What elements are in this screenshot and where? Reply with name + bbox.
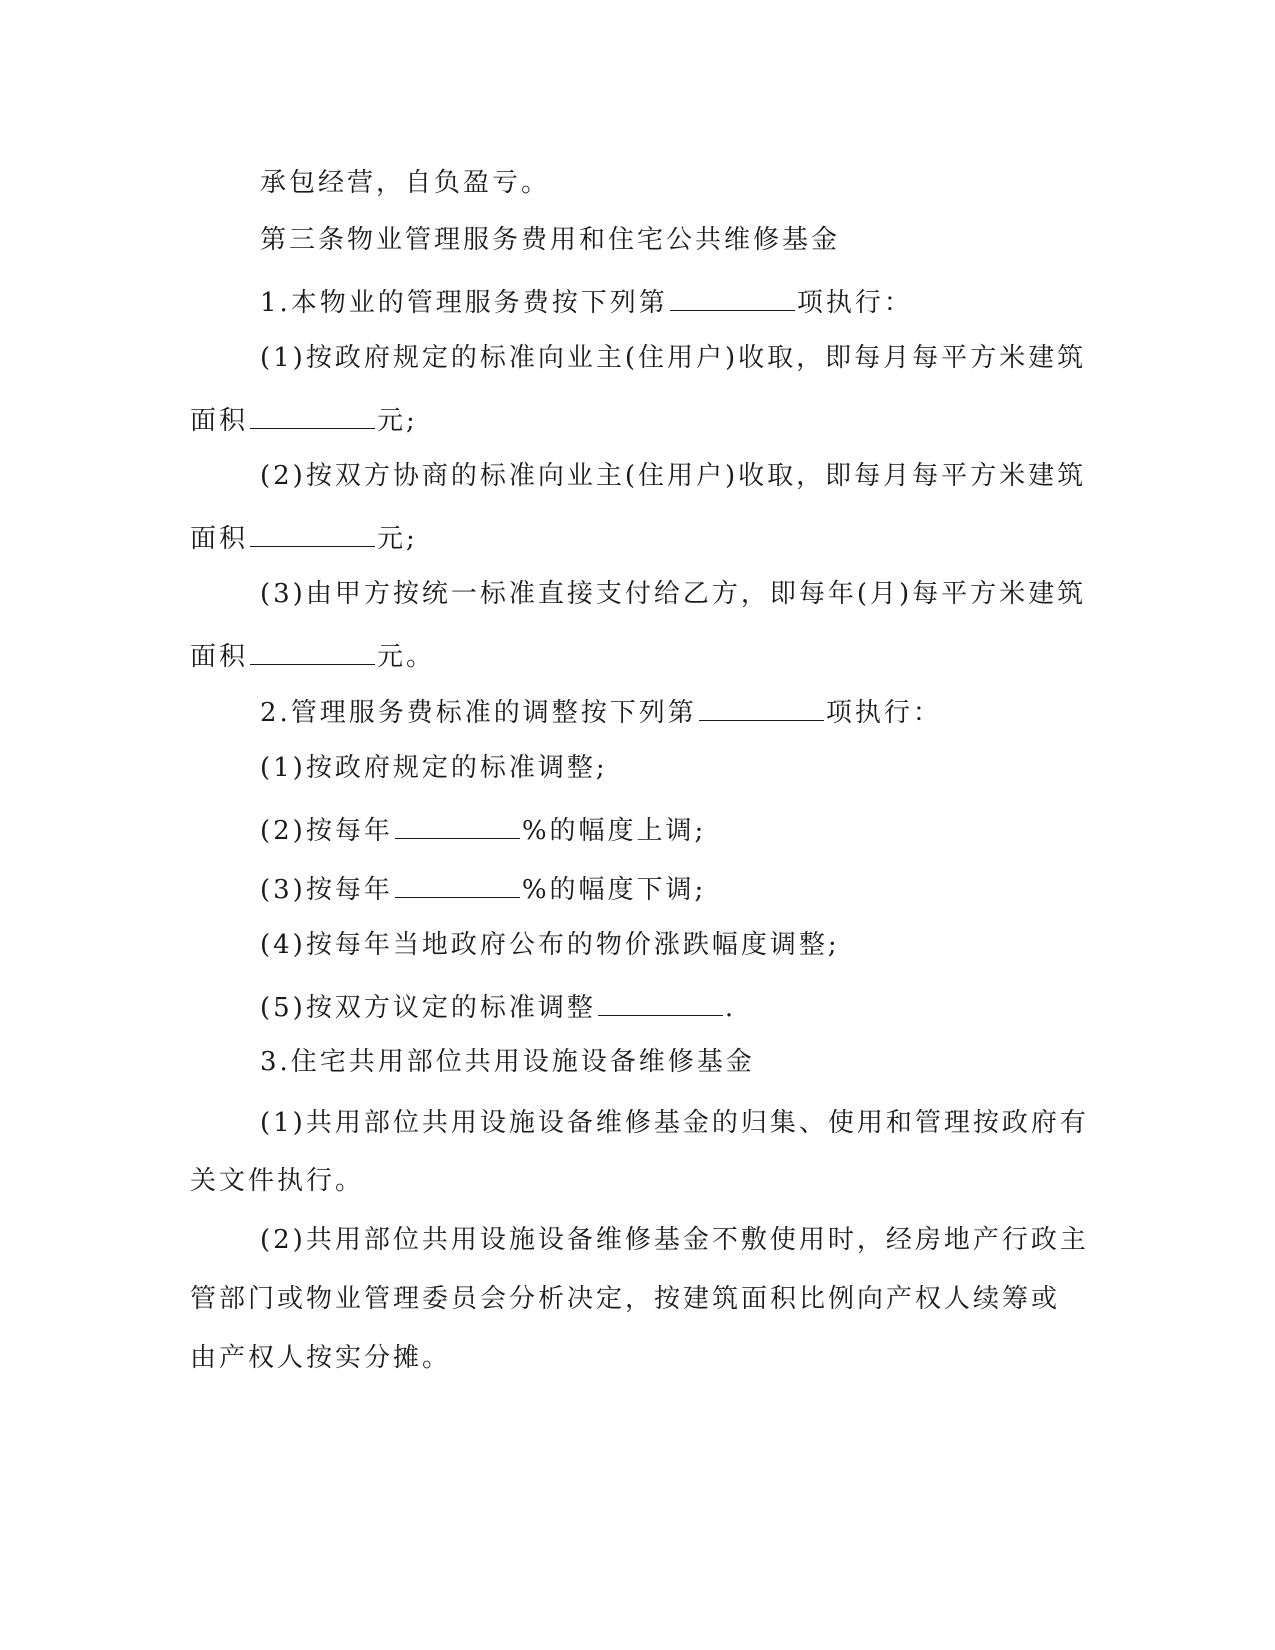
fill-in-blank[interactable]: [598, 987, 723, 1016]
paragraph-line: 管部门或物业管理委员会分析决定，按建筑面积比例向产权人续筹或: [190, 1284, 1061, 1314]
paragraph-line: (1)共用部位共用设施设备维修基金的归集、使用和管理按政府有: [260, 1108, 1089, 1138]
paragraph-line: (5)按双方议定的标准调整 .: [260, 987, 1090, 1025]
paragraph-line: 承包经营，自负盈亏。: [260, 168, 551, 198]
paragraph-line: 由产权人按实分摊。: [190, 1343, 452, 1373]
paragraph-line: 面积 元;: [190, 400, 1090, 438]
paragraph-line: (3)由甲方按统一标准直接支付给乙方，即每年(月)每平方米建筑: [260, 579, 1087, 609]
paragraph-line: (1)按政府规定的标准向业主(住用户)收取，即每月每平方米建筑: [260, 343, 1087, 373]
paragraph-line: 面积 元。: [190, 636, 1090, 674]
fill-in-blank[interactable]: [250, 518, 375, 547]
paragraph-line: (4)按每年当地政府公布的物价涨跌幅度调整;: [260, 930, 840, 960]
paragraph-line: (1)按政府规定的标准调整;: [260, 753, 608, 783]
fill-in-blank[interactable]: [250, 400, 375, 429]
fill-in-blank[interactable]: [395, 810, 520, 839]
paragraph-line: 1.本物业的管理服务费按下列第 项执行：: [260, 282, 1090, 320]
paragraph-line: 2.管理服务费标准的调整按下列第 项执行：: [260, 692, 1090, 730]
section-heading: 3.住宅共用部位共用设施设备维修基金: [260, 1047, 755, 1077]
paragraph-line: 面积 元;: [190, 518, 1090, 556]
fill-in-blank[interactable]: [395, 869, 520, 898]
paragraph-line: 关文件执行。: [190, 1166, 365, 1196]
paragraph-line: (2)按双方协商的标准向业主(住用户)收取，即每月每平方米建筑: [260, 461, 1087, 491]
fill-in-blank[interactable]: [250, 636, 375, 665]
paragraph-line: (2)共用部位共用设施设备维修基金不敷使用时，经房地产行政主: [260, 1225, 1089, 1255]
paragraph-line: (3)按每年 %的幅度下调;: [260, 869, 1090, 907]
section-heading: 第三条物业管理服务费用和住宅公共维修基金: [260, 225, 841, 255]
fill-in-blank[interactable]: [670, 282, 795, 311]
fill-in-blank[interactable]: [699, 692, 824, 721]
paragraph-line: (2)按每年 %的幅度上调;: [260, 810, 1090, 848]
